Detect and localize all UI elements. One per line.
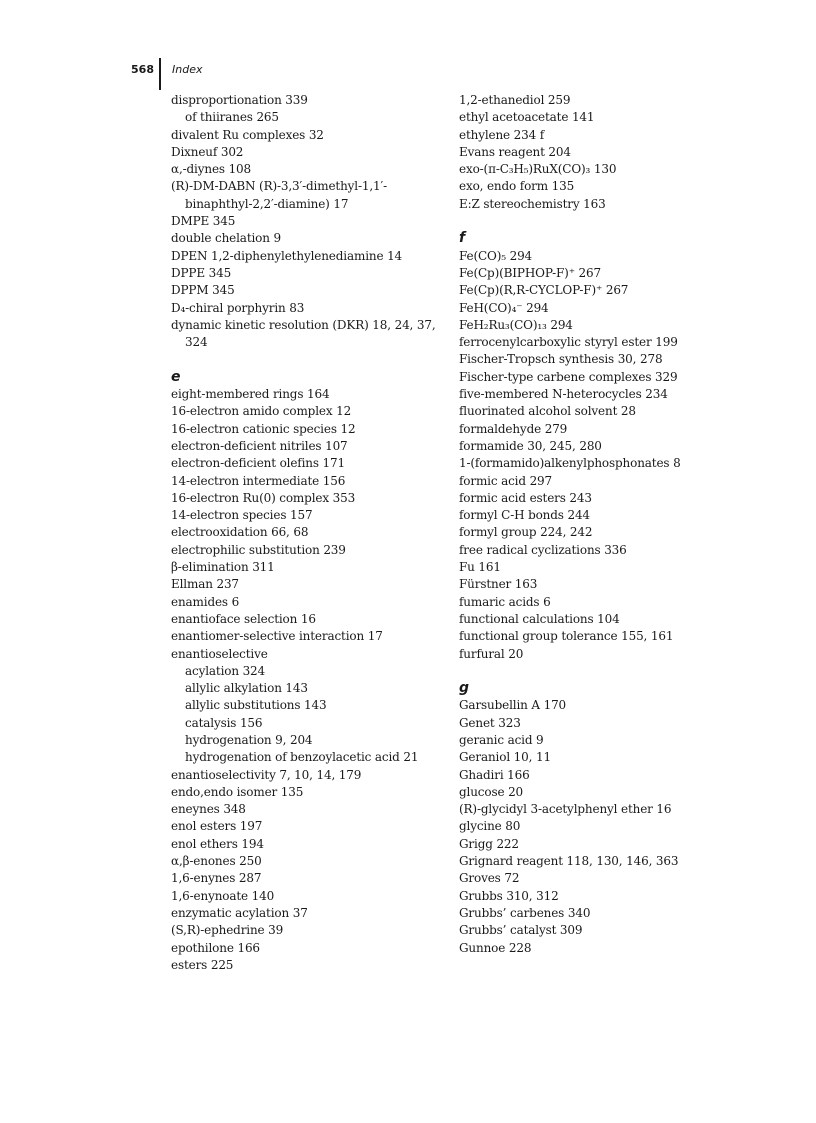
index-entry: formyl C-H bonds 244 [459, 508, 590, 523]
section-gap [171, 351, 451, 368]
index-entry: DPEN 1,2-diphenylethylenediamine 14 [171, 248, 403, 263]
index-entry: enzymatic acylation 37 [171, 905, 308, 920]
index-entry: β-elimination 311 [171, 560, 275, 575]
index-entry: Genet 323 [459, 715, 521, 730]
index-entry: formyl group 224, 242 [459, 525, 593, 540]
index-entry: Grubbs 310, 312 [459, 888, 559, 903]
index-entry: Evans reagent 204 [459, 144, 571, 159]
index-entry: enantioselective [171, 646, 268, 661]
index-entry: Geraniol 10, 11 [459, 750, 551, 765]
index-entry: Fürstner 163 [459, 577, 538, 592]
index-entry: ethyl acetoacetate 141 [459, 110, 595, 125]
page-number: 568 [131, 63, 154, 76]
index-entry: Grigg 222 [459, 836, 519, 851]
index-entry: Groves 72 [459, 871, 520, 886]
index-entry: electron-deficient olefins 171 [171, 456, 345, 471]
index-entry: formamide 30, 245, 280 [459, 438, 602, 453]
index-entry: electrophilic substitution 239 [171, 542, 346, 557]
section-letter-heading: f [459, 230, 466, 247]
index-entry: 16-electron Ru(0) complex 353 [171, 490, 356, 505]
index-entry: exo-(π-C₃H₅)RuX(CO)₃ 130 [459, 162, 617, 177]
index-entry: Ghadiri 166 [459, 767, 530, 782]
index-entry: glucose 20 [459, 784, 524, 799]
index-entry: divalent Ru complexes 32 [171, 127, 324, 142]
header-rule [159, 58, 161, 90]
index-entry: (R)-glycidyl 3-acetylphenyl ether 16 [459, 802, 672, 817]
section-gap [459, 213, 759, 230]
index-entry: Grubbs’ carbenes 340 [459, 905, 591, 920]
index-entry: formic acid esters 243 [459, 490, 592, 505]
index-entry: (S,R)-ephedrine 39 [171, 923, 284, 938]
index-subentry: catalysis 156 [185, 715, 263, 730]
index-entry: endo,endo isomer 135 [171, 784, 304, 799]
index-entry: electrooxidation 66, 68 [171, 525, 309, 540]
index-entry: 1-(formamido)alkenylphosphonates 8 [459, 456, 681, 471]
index-entry: ethylene 234 f [459, 127, 545, 142]
index-entry: 1,6-enynes 287 [171, 871, 262, 886]
index-entry: enantioselectivity 7, 10, 14, 179 [171, 767, 362, 782]
index-column-left [171, 92, 451, 974]
index-entry: 16-electron amido complex 12 [171, 404, 352, 419]
index-subentry: allylic substitutions 143 [185, 698, 327, 713]
index-entry: double chelation 9 [171, 231, 281, 246]
index-entry: FeH₂Ru₃(CO)₁₃ 294 [459, 317, 573, 332]
index-subentry: hydrogenation 9, 204 [185, 732, 313, 747]
index-entry: Grignard reagent 118, 130, 146, 363 [459, 854, 679, 869]
index-entry: fumaric acids 6 [459, 594, 551, 609]
index-entry: DPPM 345 [171, 283, 235, 298]
index-entry: Grubbs’ catalyst 309 [459, 923, 583, 938]
index-entry: formic acid 297 [459, 473, 553, 488]
index-entry: formaldehyde 279 [459, 421, 568, 436]
index-entry: esters 225 [171, 957, 234, 972]
index-entry: functional group tolerance 155, 161 [459, 629, 674, 644]
index-entry: 14-electron intermediate 156 [171, 473, 346, 488]
index-entry: Garsubellin A 170 [459, 698, 567, 713]
index-entry: five-membered N-heterocycles 234 [459, 387, 668, 402]
index-entry: Fischer-type carbene complexes 329 [459, 369, 678, 384]
index-entry: enol esters 197 [171, 819, 263, 834]
index-entry: enol ethers 194 [171, 836, 264, 851]
index-entry: 14-electron species 157 [171, 508, 313, 523]
index-entry: Fe(CO)₅ 294 [459, 248, 533, 263]
index-entry: eneynes 348 [171, 802, 246, 817]
index-entry: ferrocenylcarboxylic styryl ester 199 [459, 335, 678, 350]
index-entry: Fe(Cp)(R,R-CYCLOP-F)⁺ 267 [459, 283, 629, 298]
index-entry: Dixneuf 302 [171, 144, 244, 159]
index-entry: FeH(CO)₄⁻ 294 [459, 300, 549, 315]
index-entry: exo, endo form 135 [459, 179, 575, 194]
index-entry: free radical cyclizations 336 [459, 542, 627, 557]
index-subentry: binaphthyl-2,2′-diamine) 17 [185, 196, 349, 211]
index-subentry: allylic alkylation 143 [185, 681, 308, 696]
index-subentry: 324 [185, 335, 208, 350]
index-entry: glycine 80 [459, 819, 521, 834]
index-entry: D₄-chiral porphyrin 83 [171, 300, 305, 315]
index-entry: Fu 161 [459, 560, 501, 575]
index-entry: eight-membered rings 164 [171, 387, 330, 402]
index-subentry: hydrogenation of benzoylacetic acid 21 [185, 750, 419, 765]
index-subentry: acylation 324 [185, 663, 266, 678]
index-entry: enantiomer-selective interaction 17 [171, 629, 383, 644]
index-entry: 1,2-ethanediol 259 [459, 93, 571, 107]
index-entry: electron-deficient nitriles 107 [171, 438, 348, 453]
index-entry: DPPE 345 [171, 265, 232, 280]
index-entry: furfural 20 [459, 646, 524, 661]
index-entry: geranic acid 9 [459, 732, 544, 747]
index-entry: Fischer-Tropsch synthesis 30, 278 [459, 352, 663, 367]
index-entry: Fe(Cp)(BIPHOP-F)⁺ 267 [459, 265, 601, 280]
section-letter-heading: g [459, 680, 470, 697]
index-entry: E:Z stereochemistry 163 [459, 196, 606, 211]
index-subentry: of thiiranes 265 [185, 110, 279, 125]
index-entry: 1,6-enynoate 140 [171, 888, 275, 903]
index-column-right [459, 92, 759, 957]
index-entry: functional calculations 104 [459, 611, 620, 626]
index-entry: Ellman 237 [171, 577, 239, 592]
index-entry: enamides 6 [171, 594, 240, 609]
index-entry: α,-diynes 108 [171, 162, 252, 177]
section-gap [459, 663, 759, 680]
index-entry: dynamic kinetic resolution (DKR) 18, 24, 37, [171, 317, 436, 332]
index-entry: enantioface selection 16 [171, 611, 316, 626]
index-entry: 16-electron cationic species 12 [171, 421, 356, 436]
index-entry: Gunnoe 228 [459, 940, 532, 955]
index-entry: (R)-DM-DABN (R)-3,3′-dimethyl-1,1′- [171, 179, 387, 194]
running-title: Index [172, 63, 203, 76]
index-entry: α,β-enones 250 [171, 854, 262, 869]
index-entry: disproportionation 339 [171, 93, 308, 107]
index-entry: epothilone 166 [171, 940, 260, 955]
index-entry: DMPE 345 [171, 214, 236, 229]
section-letter-heading: e [171, 368, 181, 385]
page-header [128, 58, 688, 90]
index-entry: fluorinated alcohol solvent 28 [459, 404, 636, 419]
